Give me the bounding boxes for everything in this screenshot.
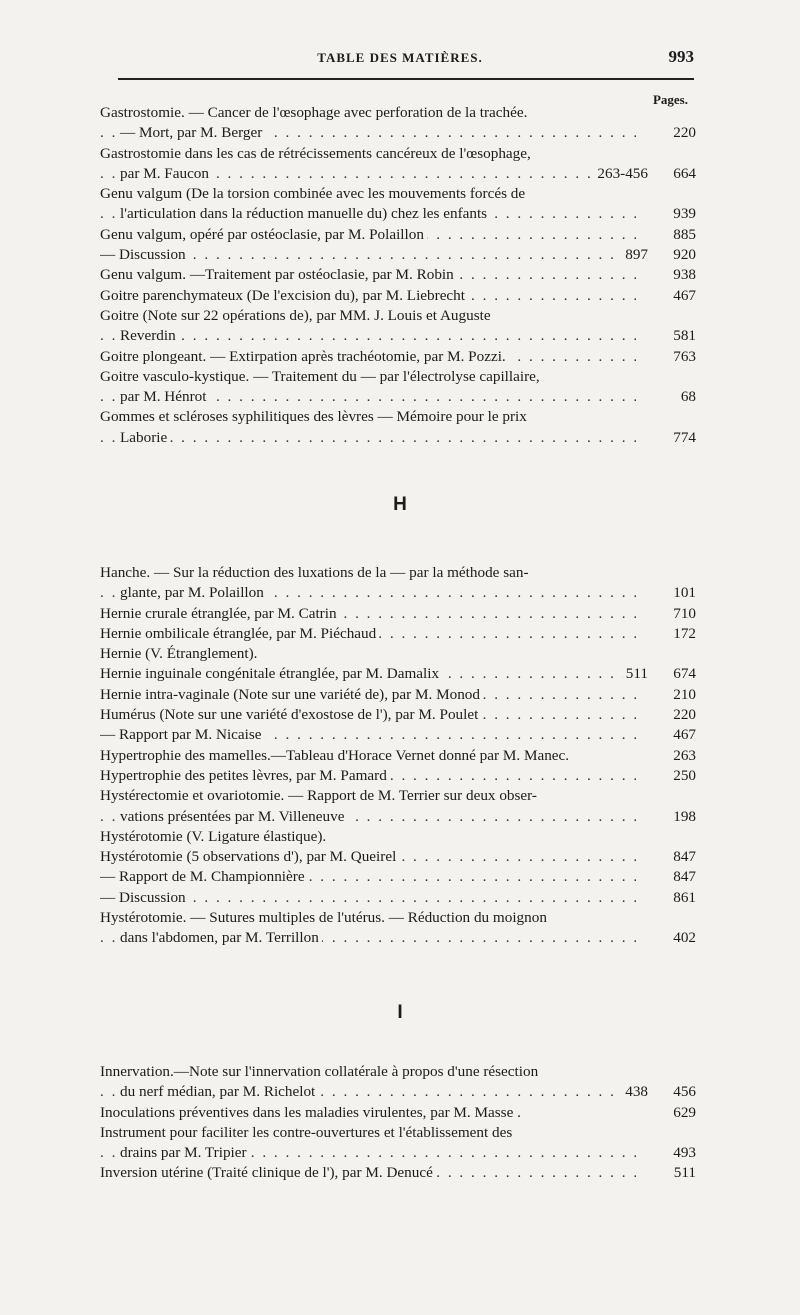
entry-text: par M. Faucon bbox=[120, 165, 212, 182]
index-section-h bbox=[100, 563, 696, 949]
entry-page-ref: 172 bbox=[670, 624, 696, 644]
entry-page-ref: 847 bbox=[670, 867, 696, 887]
entry-page-ref: 861 bbox=[670, 888, 696, 908]
index-section-i bbox=[100, 1062, 696, 1184]
entry-page-ref: 581 bbox=[670, 326, 696, 346]
entry-page-ref: 402 bbox=[670, 928, 696, 948]
index-entry-line bbox=[100, 746, 696, 766]
entry-text: par M. Hénrot bbox=[120, 388, 209, 405]
entry-text: Gommes et scléroses syphilitiques des lèvres — Mémoire pour le prix bbox=[100, 408, 530, 425]
entry-text: Hernie inguinale congénitale étranglée, par M. Damalix bbox=[100, 665, 442, 682]
entry-page-ref: 710 bbox=[670, 604, 696, 624]
index-entry-line bbox=[100, 286, 696, 306]
index-entry-line bbox=[100, 1123, 696, 1143]
index-entry-line bbox=[100, 164, 696, 184]
index-entry-line bbox=[100, 644, 696, 664]
index-entry-line bbox=[100, 103, 696, 123]
entry-page-ref-first: 263-456 bbox=[594, 164, 648, 184]
index-entry-line bbox=[100, 1062, 696, 1082]
entry-text: — Rapport par M. Nicaise bbox=[100, 726, 265, 743]
running-title: TABLE DES MATIÈRES. bbox=[317, 50, 483, 65]
entry-page-ref: 920 bbox=[670, 245, 696, 265]
index-entry-line bbox=[100, 908, 696, 928]
entry-text: l'articulation dans la réduction manuelle du) chez les enfants bbox=[120, 205, 490, 222]
page-number: 993 bbox=[668, 47, 694, 66]
index-entry-line bbox=[100, 245, 696, 265]
entry-text: — Mort, par M. Berger bbox=[120, 124, 265, 141]
entry-text: Hystérectomie et ovariotomie. — Rapport de M. Terrier sur deux obser- bbox=[100, 787, 540, 804]
entry-page-ref: 467 bbox=[670, 286, 696, 306]
section-letter-h: H bbox=[393, 494, 407, 515]
entry-text: Goitre vasculo-kystique. — Traitement du — par l'électrolyse capillaire, bbox=[100, 368, 543, 385]
index-entry-line bbox=[100, 347, 696, 367]
entry-page-ref: 101 bbox=[670, 583, 696, 603]
entry-text: Humérus (Note sur une variété d'exostose de l'), par M. Poulet bbox=[100, 706, 481, 723]
index-entry-line bbox=[100, 184, 696, 204]
index-section-g bbox=[100, 103, 696, 448]
index-entry-line bbox=[100, 807, 696, 827]
entry-page-ref: 674 bbox=[670, 664, 696, 684]
entry-text: vations présentées par M. Villeneuve bbox=[120, 808, 347, 825]
index-entry-line bbox=[100, 428, 696, 448]
section-letter-i: I bbox=[397, 1002, 403, 1023]
entry-text: Hypertrophie des mamelles.—Tableau d'Horace Vernet donné par M. Manec. bbox=[100, 747, 572, 764]
index-entry-line bbox=[100, 407, 696, 427]
index-entry-line bbox=[100, 563, 696, 583]
entry-text: Hystérotomie. — Sutures multiples de l'utérus. — Réduction du moignon bbox=[100, 909, 550, 926]
entry-text: Hystérotomie (5 observations d'), par M. Queirel bbox=[100, 848, 399, 865]
entry-page-ref: 250 bbox=[670, 766, 696, 786]
entry-text: Hanche. — Sur la réduction des luxations de la — par la méthode san- bbox=[100, 564, 532, 581]
entry-text: du nerf médian, par M. Richelot bbox=[120, 1083, 318, 1100]
entry-page-ref: 847 bbox=[670, 847, 696, 867]
entry-page-ref-first: 511 bbox=[623, 664, 648, 684]
entry-page-ref: 68 bbox=[678, 387, 696, 407]
entry-text: drains par M. Tripier bbox=[120, 1144, 250, 1161]
entry-text: Reverdin bbox=[120, 327, 179, 344]
index-entry-line bbox=[100, 867, 696, 887]
pages-column-label: Pages. bbox=[652, 92, 688, 107]
index-entry-line bbox=[100, 144, 696, 164]
entry-page-ref: 885 bbox=[670, 225, 696, 245]
entry-text: Genu valgum (De la torsion combinée avec les mouvements forcés de bbox=[100, 185, 528, 202]
entry-page-ref: 263 bbox=[670, 746, 696, 766]
index-entry-line bbox=[100, 847, 696, 867]
entry-text: Goitre parenchymateux (De l'excision du), par M. Liebrecht bbox=[100, 287, 468, 304]
index-entry-line bbox=[100, 928, 696, 948]
index-entry-line bbox=[100, 204, 696, 224]
entry-text: Gastrostomie. — Cancer de l'œsophage avec perforation de la trachée. bbox=[100, 104, 530, 121]
entry-text: Goitre plongeant. — Extirpation après trachéotomie, par M. Pozzi. bbox=[100, 348, 509, 365]
entry-page-ref: 664 bbox=[670, 164, 696, 184]
entry-text: Innervation.—Note sur l'innervation collatérale à propos d'une résection bbox=[100, 1063, 541, 1080]
index-entry-line bbox=[100, 306, 696, 326]
entry-text: Gastrostomie dans les cas de rétrécissements cancéreux de l'œsophage, bbox=[100, 145, 534, 162]
index-entry-line bbox=[100, 367, 696, 387]
entry-text: Genu valgum, opéré par ostéoclasie, par M. Polaillon bbox=[100, 226, 427, 243]
entry-page-ref: 198 bbox=[670, 807, 696, 827]
entry-page-ref-first: 438 bbox=[622, 1082, 648, 1102]
entry-page-ref: 210 bbox=[670, 685, 696, 705]
index-entry-line bbox=[100, 326, 696, 346]
index-entry-line bbox=[100, 583, 696, 603]
index-entry-line bbox=[100, 1143, 696, 1163]
index-entry-line bbox=[100, 888, 696, 908]
index-entry-line bbox=[100, 123, 696, 143]
entry-text: Hernie (V. Étranglement). bbox=[100, 645, 260, 662]
entry-page-ref: 220 bbox=[670, 123, 696, 143]
entry-text: Hernie ombilicale étranglée, par M. Piéchaud bbox=[100, 625, 379, 642]
entry-text: — Rapport de M. Championnière bbox=[100, 868, 308, 885]
entry-page-ref: 939 bbox=[670, 204, 696, 224]
entry-text: Inoculations préventives dans les maladies virulentes, par M. Masse . bbox=[100, 1104, 524, 1121]
index-entry-line bbox=[100, 624, 696, 644]
index-entry-line bbox=[100, 664, 696, 684]
index-entry-line bbox=[100, 387, 696, 407]
entry-text: — Discussion bbox=[100, 246, 189, 263]
index-entry-line bbox=[100, 225, 696, 245]
entry-text: Hernie crurale étranglée, par M. Catrin bbox=[100, 605, 340, 622]
entry-text: Goitre (Note sur 22 opérations de), par MM. J. Louis et Auguste bbox=[100, 307, 494, 324]
entry-text: Instrument pour faciliter les contre-ouvertures et l'établissement des bbox=[100, 1124, 515, 1141]
index-entry-line bbox=[100, 604, 696, 624]
entry-page-ref-first: 897 bbox=[622, 245, 648, 265]
entry-text: Hystérotomie (V. Ligature élastique). bbox=[100, 828, 329, 845]
entry-text: dans l'abdomen, par M. Terrillon bbox=[120, 929, 322, 946]
index-entry-line bbox=[100, 1103, 696, 1123]
entry-text: Genu valgum. —Traitement par ostéoclasie, par M. Robin bbox=[100, 266, 457, 283]
index-entry-line bbox=[100, 1082, 696, 1102]
header-rule bbox=[118, 78, 694, 80]
entry-page-ref: 763 bbox=[670, 347, 696, 367]
index-entry-line bbox=[100, 705, 696, 725]
index-entry-line bbox=[100, 827, 696, 847]
index-entry-line bbox=[100, 1163, 696, 1183]
entry-text: Inversion utérine (Traité clinique de l'), par M. Denucé bbox=[100, 1164, 436, 1181]
index-entry-line bbox=[100, 725, 696, 745]
index-entry-line bbox=[100, 265, 696, 285]
entry-page-ref: 220 bbox=[670, 705, 696, 725]
index-entry-line bbox=[100, 786, 696, 806]
entry-page-ref: 774 bbox=[670, 428, 696, 448]
entry-page-ref: 511 bbox=[671, 1163, 696, 1183]
entry-page-ref: 629 bbox=[670, 1103, 696, 1123]
entry-text: glante, par M. Polaillon bbox=[120, 584, 267, 601]
entry-page-ref: 467 bbox=[670, 725, 696, 745]
entry-text: Laborie bbox=[120, 429, 170, 446]
entry-text: Hernie intra-vaginale (Note sur une variété de), par M. Monod bbox=[100, 686, 483, 703]
index-entry-line bbox=[100, 685, 696, 705]
index-entry-line bbox=[100, 766, 696, 786]
entry-text: Hypertrophie des petites lèvres, par M. Pamard bbox=[100, 767, 390, 784]
entry-page-ref: 456 bbox=[670, 1082, 696, 1102]
entry-page-ref: 493 bbox=[670, 1143, 696, 1163]
entry-page-ref: 938 bbox=[670, 265, 696, 285]
entry-text: — Discussion bbox=[100, 889, 189, 906]
